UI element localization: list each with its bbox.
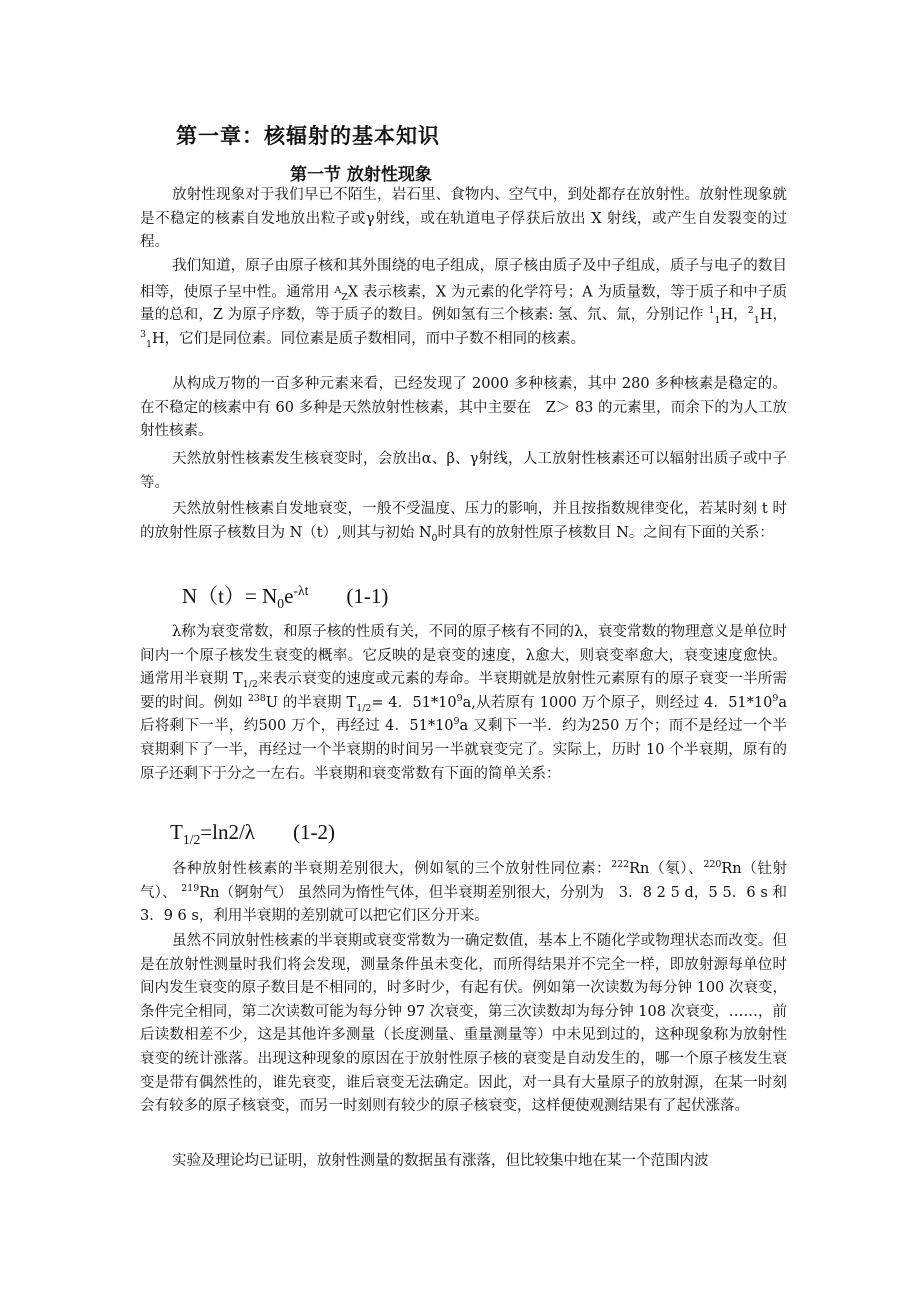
- paragraph-8: 虽然不同放射性核素的半衰期或衰变常数为一确定数值，基本上不随化学或物理状态而改变。但是在放射性测量时我们将会发现，测量条件虽未变化，而所得结果并不完全一样，即放射源每单位时间内发生衰变的原子数目是不相同的，时多时少，有起有伏。例如第一次读数为每分钟 100 次衰变，条件完全相同，第二次读数可能为每分钟 97 次衰变，第三次读数却为每分钟 108 次衰变，……，前后读数相差不少，这是其他许多测量（长度测量、重量测量等）中未见到过的，这种现象称为放射性衰变的统计涨落。出现这种现象的原因在于放射性原子核的衰变是自动发生的，哪一个原子核发生衰变是带有偶然性的，谁先衰变，谁后衰变无法确定。因此，对一具有大量原子的放射源，在某一时刻会有较多的原子核衰变，而另一时刻则有较少的原子核衰变，这样便使观测结果有了起伏涨落。: [140, 933, 787, 1115]
- paragraph-7: 各种放射性核素的半衰期差别很大，例如氡的三个放射性同位素：$^{222}$Rn（氡）、$^{220}$Rn（钍射气）、 $^{219}$Rn（锕射气） 虽然同为惰性气体，但半衰期差别很大，分别为 3．8 2 5 d，5 5．6 s 和 3．9 6 s，利用半衰期的差别就可以把它们区分开来。: [140, 859, 787, 925]
- equation-1-1: $N(t)= N_0e^{-\lambda t}$ (1-1): [182, 583, 389, 612]
- paragraph-1: 放射性现象对于我们早已不陌生，岩石里、食物内、空气中，到处都存在放射性。放射性现象就是不稳定的核素自发地放出粒子或γ射线，或在轨道电子俘获后放出 X 射线，或产生自发裂变的过程。: [140, 187, 787, 251]
- section-title: 第一节 放射性现象: [290, 165, 432, 185]
- paragraph-2: 我们知道，原子由原子核和其外围绕的电子组成，原子核由质子及中子组成，质子与电子的数目相等，使原子呈中性。通常用 $^A_Z$X 表示核素，X 为元素的化学符号；A 为质量数，等于质子和中子质量的总和，Z 为原子序数，等于质子的数目。例如氢有三个核素: 氢、氘、氚，分别记作 $^1_1$H，$^2_1$H，$^3_1$H，它们是同位素。同位素是质子数相同，而中子数不相同的核素。: [140, 258, 787, 350]
- equation-1-2: $T_{1/2}=\ln 2/\lambda$ (1-2): [170, 820, 335, 848]
- chapter-title: 第一章：核辐射的基本知识: [176, 124, 440, 148]
- equation-1-1-label: (1-1): [346, 584, 389, 608]
- paragraph-3: 从构成万物的一百多种元素来看，已经发现了 2000 多种核素，其中 280 多种核素是稳定的。在不稳定的核素中有 60 多种是天然放射性核素，其中主要在 Z＞ 83 的元素里，而余下的为人工放射性核素。: [140, 376, 787, 440]
- paragraph-6: λ称为衰变常数，和原子核的性质有关，不同的原子核有不同的λ，衰变常数的物理意义是单位时间内一个原子核发生衰变的概率。它反映的是衰变的速度，λ愈大，则衰变率愈大，衰变速度愈快。通常用半衰期 $T_{1/2}$来表示衰变的速度或元素的寿命。半衰期就是放射性元素原有的原子衰变一半所需要的时间。例如 $^{238}$U 的半衰期 $T_{1/2}= 4$．$51*10^9a$,从若原有 1000 万个原子，则经过 4．$51*10^9a$ 后将剩下一半，约500 万个，再经过 4．$51*10^9a$ 又剩下一半．约为250 万个；而不是经过一个半衰期剩下了一半，再经过一个半衰期的时间另一半就衰变完了。实际上，历时 10 个半衰期，原有的原子还剩下于分之一左右。半衰期和衰变常数有下面的简单关系：: [140, 624, 788, 782]
- equation-1-2-label: (1-2): [292, 820, 335, 844]
- paragraph-4: 天然放射性核素发生核衰变时，会放出α、β、γ射线，人工放射性核素还可以辐射出质子或中子等。: [140, 451, 787, 491]
- paragraph-5: 天然放射性核素自发地衰变，一般不受温度、压力的影响，并且按指数规律变化，若某时刻 t 时的放射性原子核数目为 N（t）,则其与初始 $N_0$时具有的放射性原子核数目 N。之间有下面的关系：: [140, 501, 787, 544]
- paragraph-9: 实验及理论均已证明，放射性测量的数据虽有涨落，但比较集中地在某一个范围内波: [172, 1153, 709, 1169]
